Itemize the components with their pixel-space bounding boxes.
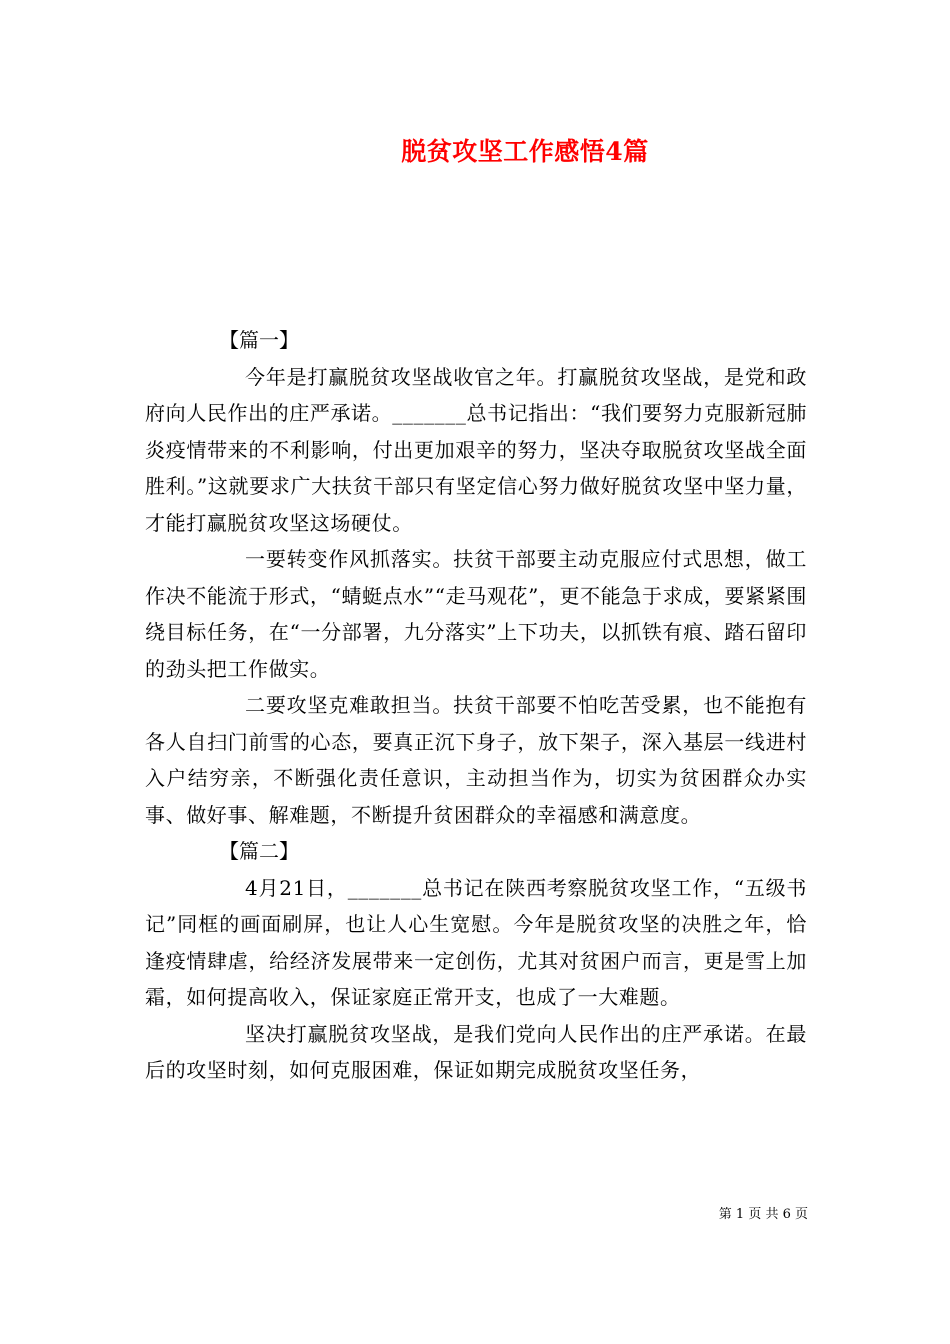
paragraph: 今年是打赢脱贫攻坚战收官之年。打赢脱贫攻坚战，是党和政府向人民作出的庄严承诺。_______总书记指出：“我们要努力克服新冠肺炎疫情带来的不利影响，付出更加艰辛的努力，坚决夺取脱贫攻坚战全面胜利。”这就要求广大扶贫干部只有坚定信心努力做好脱贫攻坚中坚力量，才能打赢脱贫攻坚这场硬仗。 (145, 364, 807, 535)
section-heading: 【篇一】 (219, 328, 299, 352)
paragraph: 二要攻坚克难敢担当。扶贫干部要不怕吃苦受累，也不能抱有各人自扫门前雪的心态，要真正沉下身子，放下架子，深入基层一线进村入户结穷亲，不断强化责任意识，主动担当作为，切实为贫困群众办实事、做好事、解难题，不断提升贫困群众的幸福感和满意度。 (145, 693, 807, 827)
page-footer: 第 1 页 共 6 页 (718, 1207, 808, 1222)
paragraph: 一要转变作风抓落实。扶贫干部要主动克服应付式思想，做工作决不能流于形式，“蜻蜓点水”“走马观花”，更不能急于求成，要紧紧围绕目标任务，在“一分部署，九分落实”上下功夫，以抓铁有痕、踏石留印的劲头把工作做实。 (145, 547, 807, 681)
section-heading: 【篇二】 (219, 839, 299, 863)
paragraph: 坚决打赢脱贫攻坚战，是我们党向人民作出的庄严承诺。在最后的攻坚时刻，如何克服困难，保证如期完成脱贫攻坚任务， (145, 1021, 807, 1082)
document-body (145, 322, 807, 1089)
paragraph: 4月21日，_______总书记在陕西考察脱贫攻坚工作，“五级书记”同框的画面刷屏，也让人心生宽慰。今年是脱贫攻坚的决胜之年，恰逢疫情肆虐，给经济发展带来一定创伤，尤其对贫困户而言，更是雪上加霜，如何提高收入，保证家庭正常开支，也成了一大难题。 (145, 875, 807, 1009)
page-title: 脱贫攻坚工作感悟4篇 (401, 137, 649, 166)
